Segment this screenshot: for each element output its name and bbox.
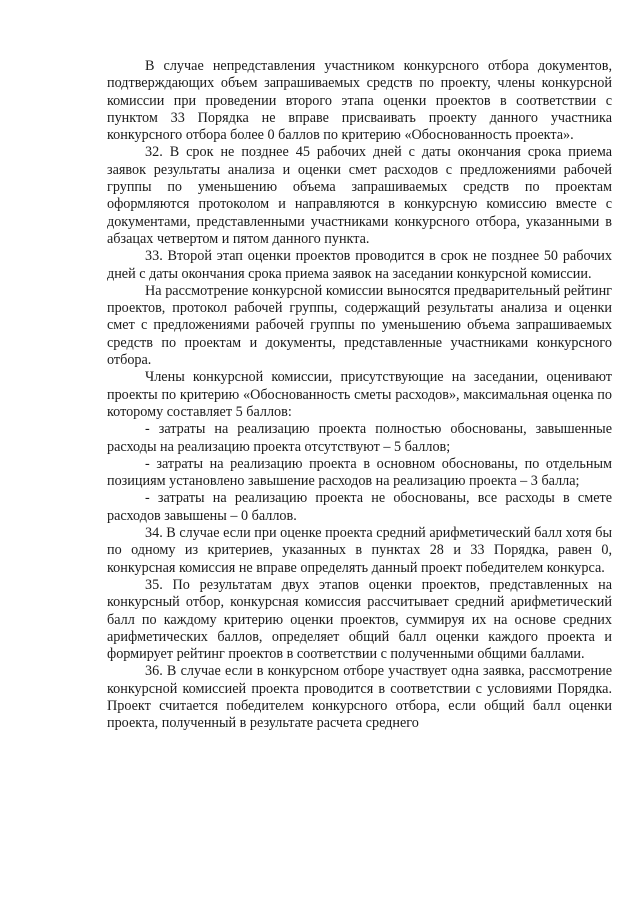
paragraph-4: На рассмотрение конкурсной комиссии выносятся предварительный рейтинг проектов, протокол рабочей группы, содержащий результаты анализа и оценки смет с предложениями рабочей группы по уменьшению объема запрашиваемых средств по проектам и документы, представленные участниками конкурсного отбора. — [107, 282, 612, 369]
paragraph-10: 35. По результатам двух этапов оценки проектов, представленных на конкурсный отбор, конкурсная комиссия рассчитывает средний арифметический балл по каждому критерию оценки проектов, суммируя их на основе средних арифметических баллов, определяет общий балл оценки каждого проекта и формирует рейтинг проектов в соответствии с полученными общими баллами. — [107, 576, 612, 663]
paragraph-7: - затраты на реализацию проекта в основном обоснованы, по отдельным позициям установлено завышение расходов на реализацию проекта – 3 балла; — [107, 455, 612, 490]
document-page — [107, 58, 612, 733]
paragraph-5: Члены конкурсной комиссии, присутствующие на заседании, оценивают проекты по критерию «Обоснованность сметы расходов», максимальная оценка по которому составляет 5 баллов: — [107, 369, 612, 420]
paragraph-2: 32. В срок не позднее 45 рабочих дней с даты окончания срока приема заявок результаты анализа и оценки смет расходов с предложениями рабочей группы по уменьшению объема запрашиваемых средств по проектам оформляются протоколом и направляются в конкурсную комиссию вместе с документами, представленными участниками конкурсного отбора, указанными в абзацах четвертом и пятом данного пункта. — [107, 144, 612, 247]
paragraph-8: - затраты на реализацию проекта не обоснованы, все расходы в смете расходов завышены – 0 баллов. — [107, 490, 612, 524]
paragraph-9: 34. В случае если при оценке проекта средний арифметический балл хотя бы по одному из критериев, указанных в пунктах 28 и 33 Порядка, равен 0, конкурсная комиссия не вправе определять данный проект победителем конкурса. — [107, 525, 612, 576]
paragraph-3: 33. Второй этап оценки проектов проводится в срок не позднее 50 рабочих дней с даты окончания срока приема заявок на заседании конкурсной комиссии. — [107, 248, 612, 282]
paragraph-1: В случае непредставления участником конкурсного отбора документов, подтверждающих объем запрашиваемых средств по проекту, члены конкурсной комиссии при проведении второго этапа оценки проектов в соответствии с пунктом 33 Порядка не вправе присваивать проекту данного участника конкурсного отбора более 0 баллов по критерию «Обоснованность проекта». — [107, 58, 612, 144]
paragraph-11: 36. В случае если в конкурсном отборе участвует одна заявка, рассмотрение конкурсной комиссией проекта проводится в соответствии с условиями Порядка. Проект считается победителем конкурсного отбора, если общий балл оценки проекта, полученный в результате расчета среднего — [107, 663, 612, 732]
paragraph-6: - затраты на реализацию проекта полностью обоснованы, завышенные расходы на реализацию проекта отсутствуют – 5 баллов; — [107, 421, 612, 455]
